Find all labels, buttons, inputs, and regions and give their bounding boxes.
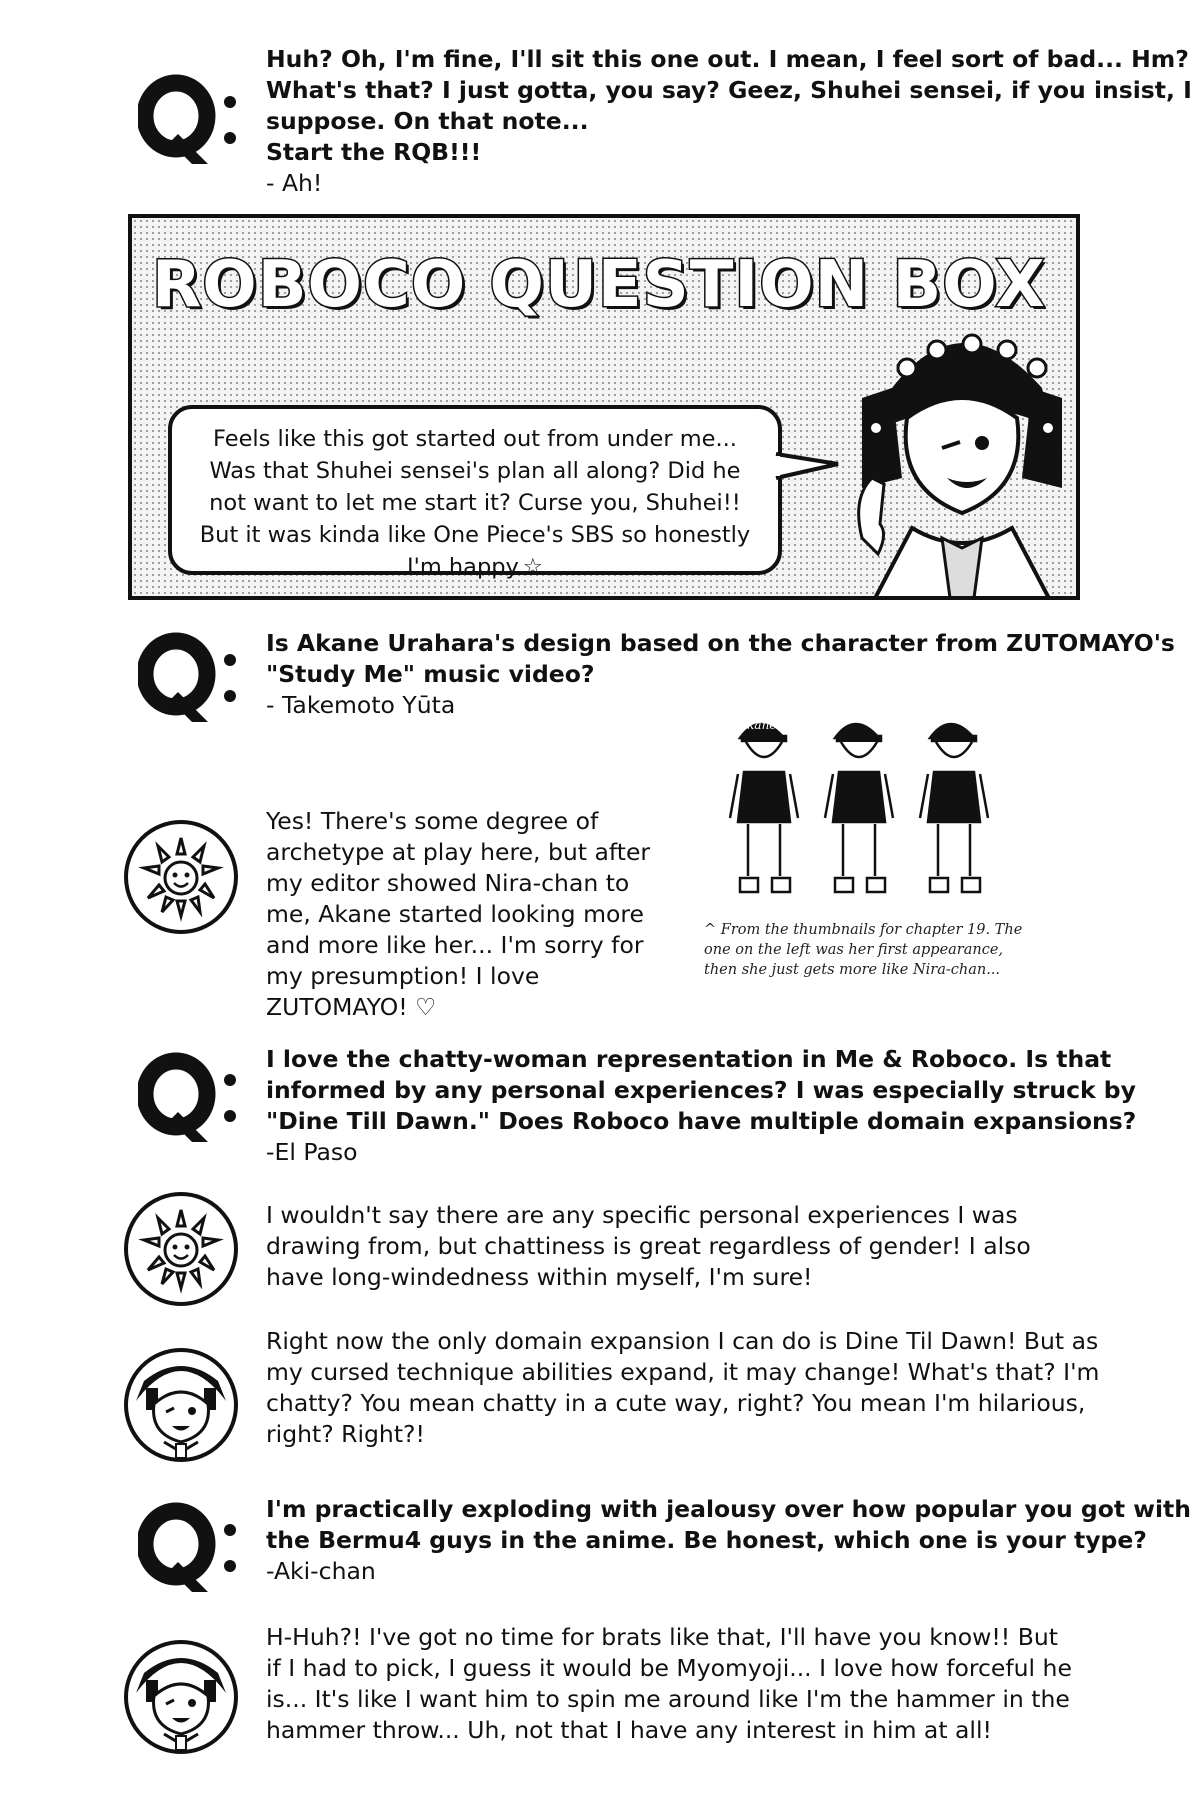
answer-line: and more like her... I'm sorry for (266, 931, 644, 959)
question-3 (266, 1494, 1192, 1587)
answer-line: chatty? You mean chatty in a cute way, right? You mean I'm hilarious, (266, 1389, 1086, 1417)
roboco-avatar-icon (122, 1638, 240, 1756)
bubble-line: I'm happy.☆ (407, 554, 543, 580)
answer-1 (266, 806, 686, 1023)
intro-from: - Ah! (266, 169, 323, 197)
intro-line: Start the RQB!!! (266, 138, 482, 166)
speech-bubble (168, 405, 782, 580)
caption-line: one on the left was her first appearance, (704, 942, 1004, 958)
answer-line: is... It's like I want him to spin me around like I'm the hammer in the (266, 1685, 1070, 1713)
roboco-avatar-icon (122, 1346, 240, 1464)
answer-line: Yes! There's some degree of (266, 807, 599, 835)
answer-line: if I had to pick, I guess it would be Myomyoji... I love how forceful he (266, 1654, 1072, 1682)
question-line: Is Akane Urahara's design based on the character from ZUTOMAYO's (266, 629, 1175, 657)
answer-line: my presumption! I love (266, 962, 540, 990)
author-avatar-icon (122, 1190, 240, 1308)
bubble-line: But it was kinda like One Piece's SBS so honestly (199, 522, 751, 548)
cap-label: akane (740, 718, 777, 732)
caption-line: ^ From the thumbnails for chapter 19. The (704, 922, 1023, 938)
answer-line: my editor showed Nira-chan to (266, 869, 630, 897)
question-2 (266, 1044, 1137, 1168)
question-line: I love the chatty-woman representation in Me & Roboco. Is that (266, 1045, 1112, 1073)
intro-line: Huh? Oh, I'm fine, I'll sit this one out. I mean, I feel sort of bad... Hm? (266, 45, 1189, 73)
question-q-icon (138, 72, 238, 164)
roboco-illustration (832, 288, 1080, 600)
question-line: the Bermu4 guys in the anime. Be honest, which one is your type? (266, 1526, 1147, 1554)
answer-line: have long-windedness within myself, I'm sure! (266, 1263, 813, 1291)
answer-2-author (266, 1200, 1106, 1293)
bubble-text (172, 423, 778, 583)
answer-line: right? Right?! (266, 1420, 425, 1448)
question-from: - Takemoto Yūta (266, 691, 456, 719)
akane-thumbnail-sketches (720, 708, 1010, 923)
caption-line: then she just gets more like Nira-chan... (704, 962, 1001, 978)
intro-question (266, 44, 1192, 199)
answer-line: Right now the only domain expansion I can do is Dine Til Dawn! But as (266, 1327, 1099, 1355)
answer-line: hammer throw... Uh, not that I have any interest in him at all! (266, 1716, 992, 1744)
intro-line: What's that? I just gotta, you say? Geez, Shuhei sensei, if you insist, I (266, 76, 1192, 104)
question-from: -Aki-chan (266, 1557, 376, 1585)
answer-line: ZUTOMAYO! ♡ (266, 993, 437, 1021)
roboco-question-box-panel (128, 214, 1080, 600)
question-line: informed by any personal experiences? I was especially struck by (266, 1076, 1136, 1104)
answer-line: my cursed technique abilities expand, it may change! What's that? I'm (266, 1358, 1100, 1386)
question-line: "Study Me" music video? (266, 660, 595, 688)
question-from: -El Paso (266, 1138, 358, 1166)
bubble-line: not want to let me start it? Curse you, Shuhei!! (209, 490, 741, 516)
answer-line: I wouldn't say there are any specific personal experiences I was (266, 1201, 1018, 1229)
banner-title: ROBOCO QUESTION BOX (152, 248, 1046, 322)
bubble-line: Feels like this got started out from under me... (213, 426, 737, 452)
author-avatar-icon (122, 818, 240, 936)
bubble-line: Was that Shuhei sensei's plan all along? Did he (209, 458, 741, 484)
question-q-icon (138, 1500, 238, 1592)
answer-2-roboco (266, 1326, 1106, 1450)
answer-line: H-Huh?! I've got no time for brats like that, I'll have you know!! But (266, 1623, 1058, 1651)
answer-line: drawing from, but chattiness is great regardless of gender! I also (266, 1232, 1031, 1260)
question-line: "Dine Till Dawn." Does Roboco have multiple domain expansions? (266, 1107, 1137, 1135)
answer-line: me, Akane started looking more (266, 900, 644, 928)
intro-line: suppose. On that note... (266, 107, 589, 135)
question-q-icon (138, 630, 238, 722)
question-q-icon (138, 1050, 238, 1142)
answer-line: archetype at play here, but after (266, 838, 651, 866)
question-line: I'm practically exploding with jealousy over how popular you got with (266, 1495, 1192, 1523)
thumbnail-caption (704, 920, 1022, 980)
answer-3-roboco (266, 1622, 1106, 1746)
